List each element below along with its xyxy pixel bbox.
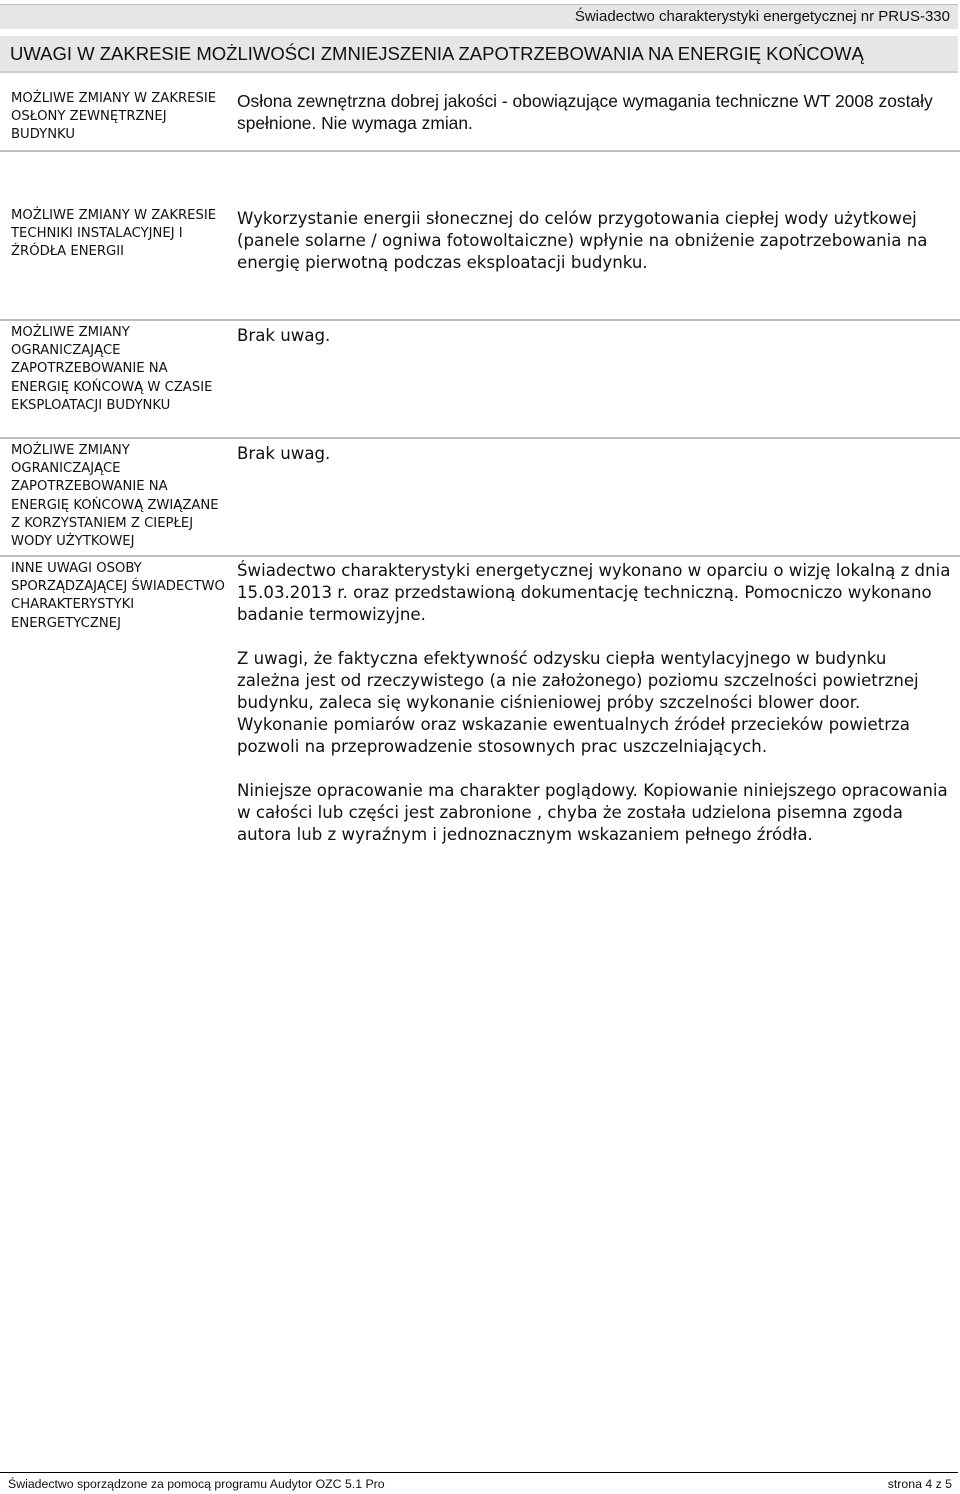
section-title: UWAGI W ZAKRESIE MOŻLIWOŚCI ZMNIEJSZENIA ZAPOTRZEBOWANIA NA ENERGIĘ KOŃCOWĄ (10, 43, 864, 64)
row-paragraph: Świadectwo charakterystyki energetycznej wykonano w oparciu o wizję lokalną z dnia 15.03.2013 r. oraz przedstawioną dokumentację techniczną. Pomocniczo wykonano badanie termowizyjne. (237, 561, 951, 624)
row-content (237, 325, 952, 369)
remarks-row-hot-water (0, 441, 960, 557)
row-label: MOŻLIWE ZMIANY W ZAKRESIE TECHNIKI INSTALACYJNEJ I ŹRÓDŁA ENERGII (11, 208, 217, 260)
row-content (237, 560, 952, 868)
row-label: MOŻLIWE ZMIANY OGRANICZAJĄCE ZAPOTRZEBOWANIE NA ENERGIĘ KOŃCOWĄ W CZASIE EKSPLOATACJI BUDYNKU (11, 325, 213, 413)
footer-divider (0, 1472, 958, 1473)
row-paragraph: Osłona zewnętrzna dobrej jakości - obowiązujące wymagania techniczne WT 2008 zostały spełnione. Nie wymaga zmian. (237, 91, 933, 133)
page-number: strona 4 z 5 (887, 1477, 952, 1491)
remarks-row-installation (0, 205, 960, 321)
row-label: INNE UWAGI OSOBY SPORZĄDZAJĄCEJ ŚWIADECTWO CHARAKTERYSTYKI ENERGETYCZNEJ (11, 561, 225, 631)
remarks-row-operation (0, 323, 960, 439)
certificate-number: Świadectwo charakterystyki energetycznej nr PRUS-330 (574, 8, 950, 25)
row-content (237, 443, 952, 487)
row-content (237, 208, 952, 296)
remarks-row-envelope (0, 88, 960, 152)
row-label: MOŻLIWE ZMIANY W ZAKRESIE OSŁONY ZEWNĘTRZNEJ BUDYNKU (11, 91, 217, 143)
row-paragraph: Z uwagi, że faktyczna efektywność odzysku ciepła wentylacyjnego w budynku zależna jest od rzeczywistego (a nie założonego) poziomu szczelności powietrznej budynku, zaleca się wykonanie ciśnieniowej próby szczelności blower door. Wykonanie pomiarów oraz wskazanie ewentualnych źródeł przecieków powietrza pozwoli na przeprowadzenie stosownych prac uszczelniających. (237, 649, 919, 756)
row-label: MOŻLIWE ZMIANY OGRANICZAJĄCE ZAPOTRZEBOWANIE NA ENERGIĘ KOŃCOWĄ ZWIĄZANE Z KORZYSTANIEM Z CIEPŁEJ WODY UŻYTKOWEJ (11, 443, 219, 550)
row-paragraph: Wykorzystanie energii słonecznej do celów przygotowania ciepłej wody użytkowej (panele solarne / ogniwa fotowoltaiczne) wpłynie na obniżenie zapotrzebowania na energię pierwotną podczas eksploatacji budynku. (237, 209, 928, 272)
row-paragraph: Niniejsze opracowanie ma charakter poglądowy. Kopiowanie niniejszego opracowania w całości lub części jest zabronione , chyba że została udzielona pisemna zgoda autora lub z wyraźnym i jednoznacznym wskazaniem pełnego źródła. (237, 781, 948, 844)
footer-software-note: Świadectwo sporządzone za pomocą programu Audytor OZC 5.1 Pro (8, 1477, 385, 1491)
row-paragraph: Brak uwag. (237, 444, 331, 463)
row-content (237, 90, 952, 156)
row-paragraph: Brak uwag. (237, 326, 331, 345)
remarks-row-other (0, 559, 960, 879)
section-title-bar (0, 36, 958, 73)
certificate-header (0, 4, 958, 29)
